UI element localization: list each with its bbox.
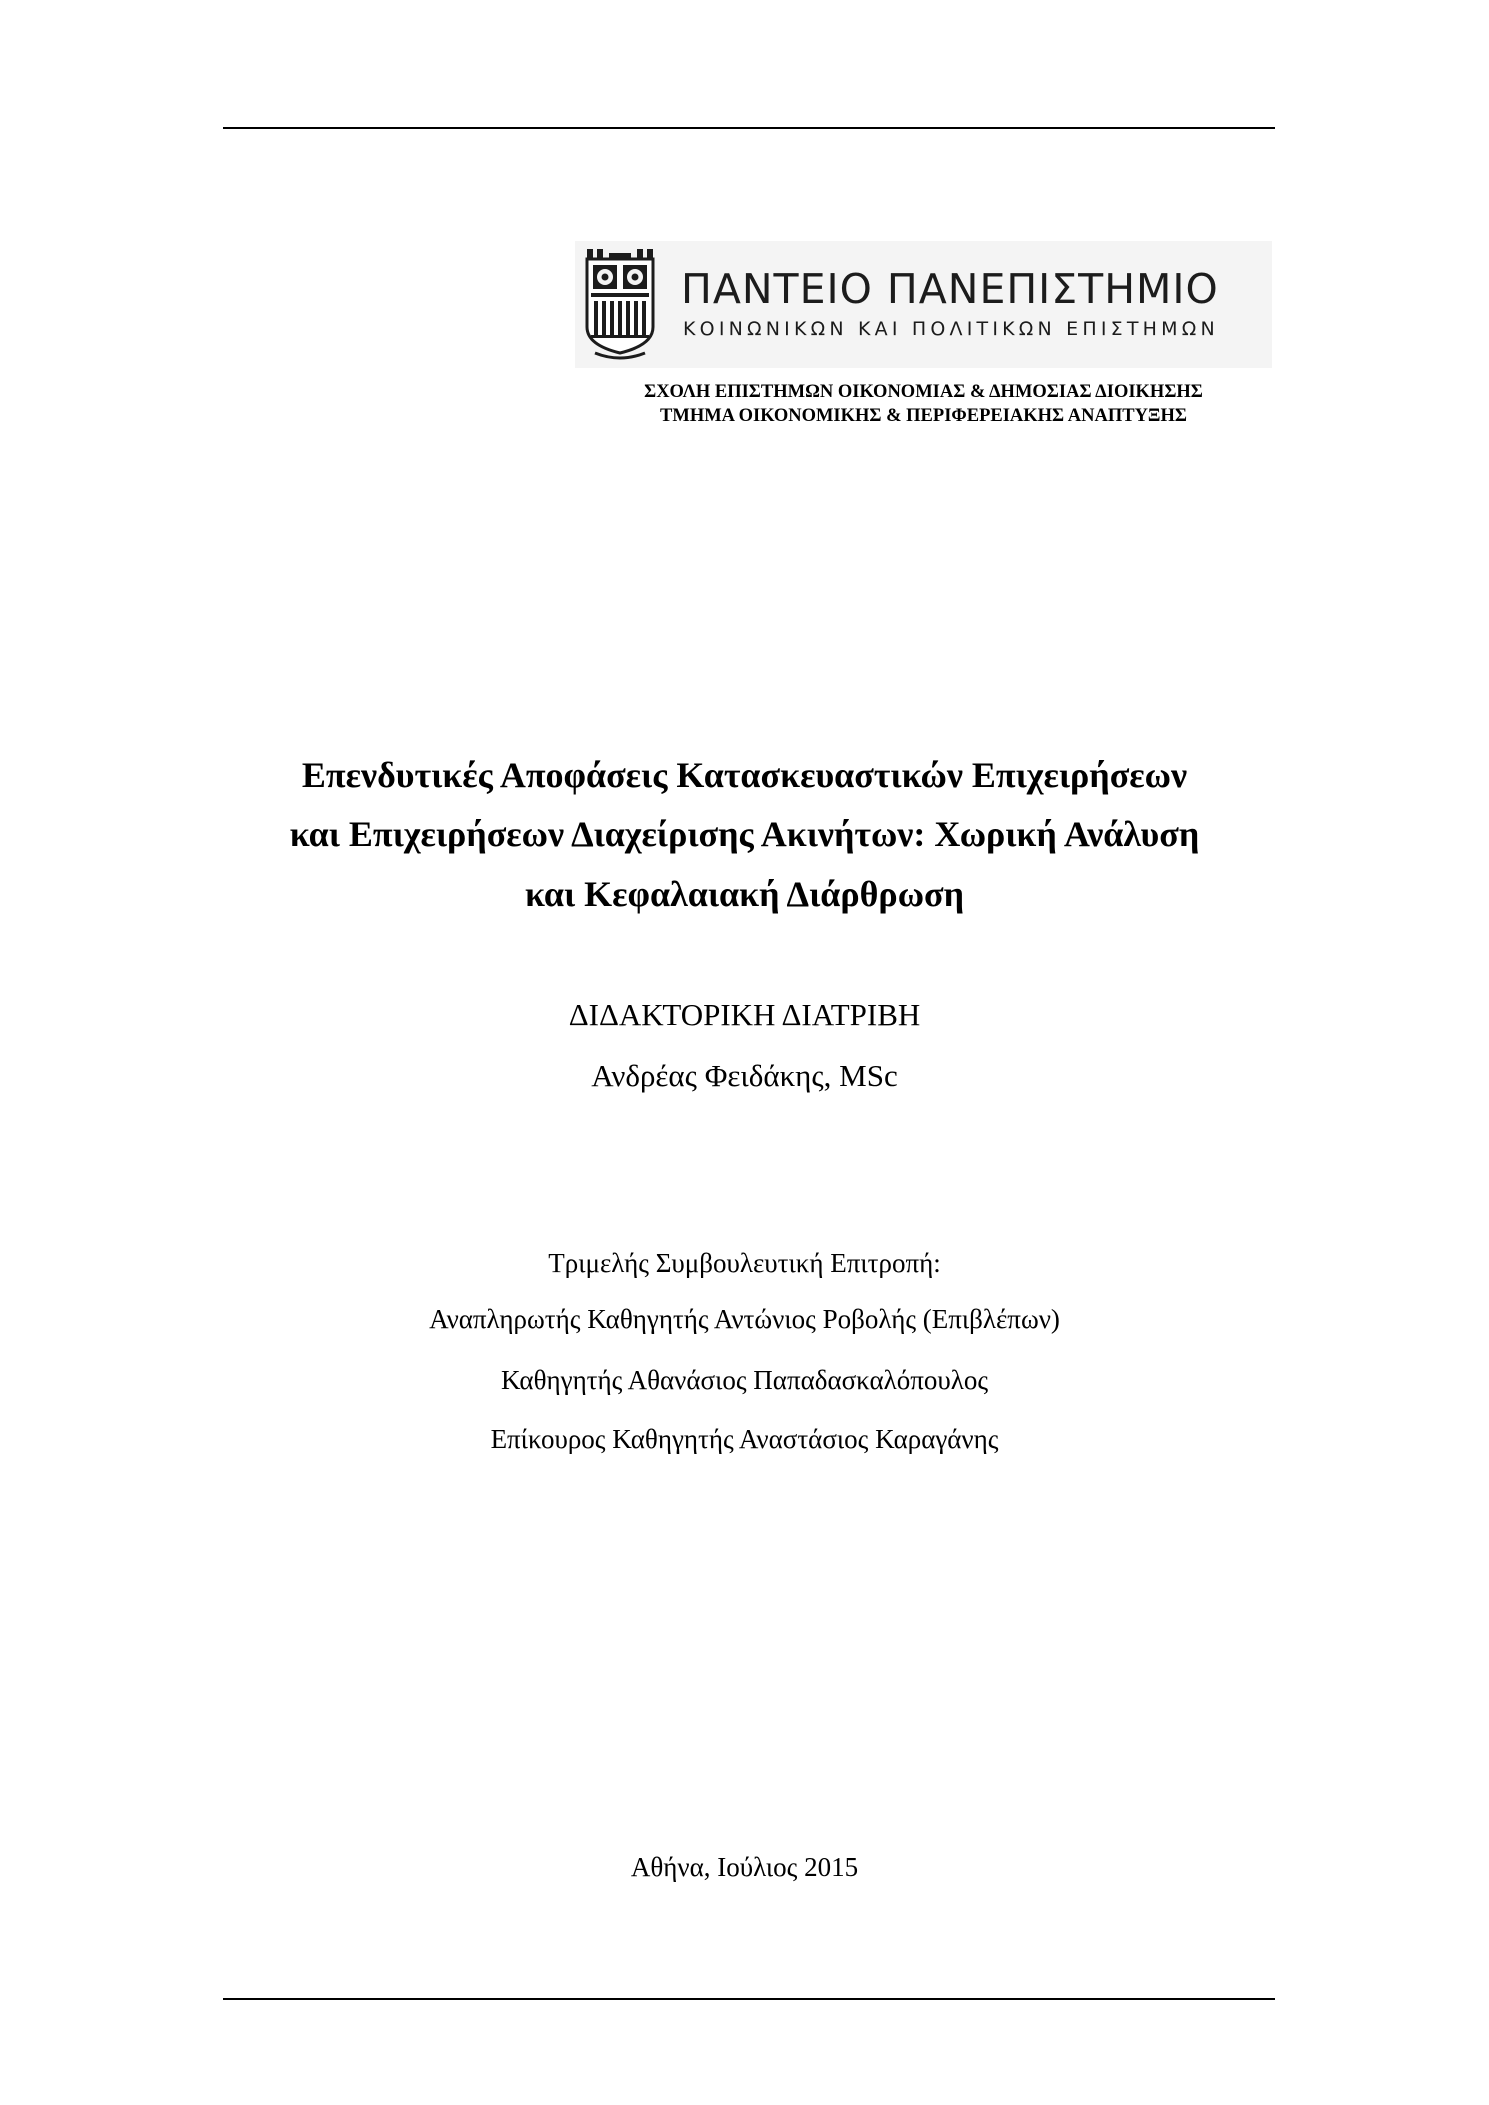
document-type: ΔΙΔΑΚΤΟΡΙΚΗ ΔΙΑΤΡΙΒΗ <box>568 997 921 1032</box>
author-name: Ανδρέας Φειδάκης, MSc <box>591 1058 898 1093</box>
school-name: ΣΧΟΛΗ ΕΠΙΣΤΗΜΩΝ ΟΙΚΟΝΟΜΙΑΣ & ΔΗΜΟΣΙΑΣ ΔΙΟΙΚΗΣΗΣ <box>644 382 1203 402</box>
top-rule <box>223 127 1275 129</box>
department-name: ΤΜΗΜΑ ΟΙΚΟΝΟΜΙΚΗΣ & ΠΕΡΙΦΕΡΕΙΑΚΗΣ ΑΝΑΠΤΥΞΗΣ <box>660 406 1187 426</box>
university-emblem-icon <box>585 249 655 361</box>
thesis-title-line-2: και Επιχειρήσεων Διαχείρισης Ακινήτων: Χωρική Ανάλυση <box>289 814 1200 854</box>
university-subtitle: ΚΟΙΝΩΝΙΚΩΝ ΚΑΙ ΠΟΛΙΤΙΚΩΝ ΕΠΙΣΤΗΜΩΝ <box>683 318 1219 340</box>
committee-member: Καθηγητής Αθανάσιος Παπαδασκαλόπουλος <box>500 1365 989 1395</box>
bottom-rule <box>223 1998 1275 2000</box>
thesis-title-line-3: και Κεφαλαιακή Διάρθρωση <box>524 874 965 914</box>
university-logo <box>575 241 1272 368</box>
committee-member: Αναπληρωτής Καθηγητής Αντώνιος Ροβολής (Επιβλέπων) <box>429 1304 1060 1334</box>
committee-member: Επίκουρος Καθηγητής Αναστάσιος Καραγάνης <box>490 1424 999 1454</box>
thesis-title-line-1: Επενδυτικές Αποφάσεις Κατασκευαστικών Επιχειρήσεων <box>301 755 1188 795</box>
university-name: ΠΑΝΤΕΙΟ ΠΑΝΕΠΙΣΤΗΜΙΟ <box>681 265 1219 313</box>
place-and-date: Αθήνα, Ιούλιος 2015 <box>630 1852 859 1882</box>
committee-heading: Τριμελής Συμβουλευτική Επιτροπή: <box>548 1248 941 1278</box>
